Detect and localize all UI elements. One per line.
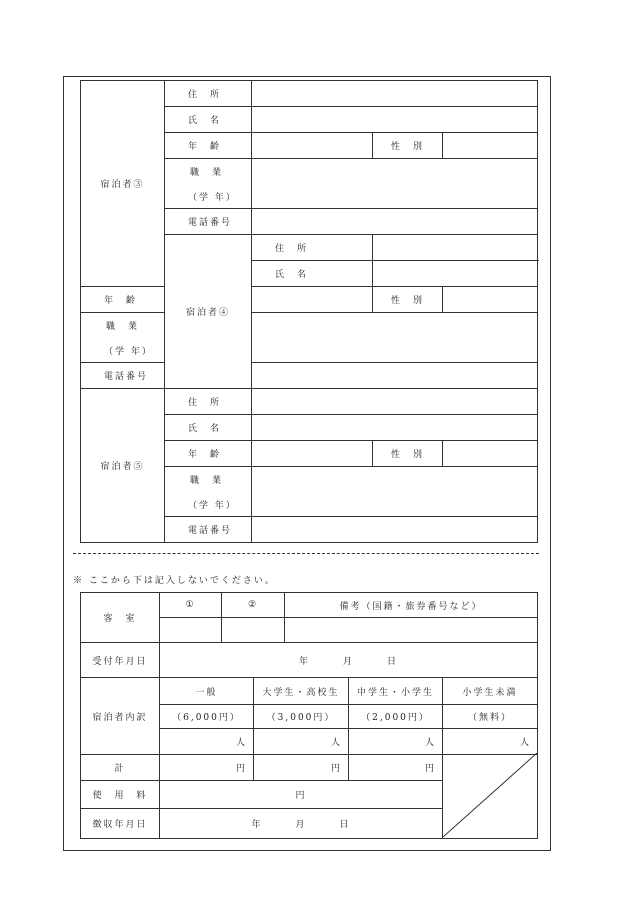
grade-label: （学 年） [104, 346, 153, 357]
age-label: 年 齢 [165, 133, 252, 159]
count-general-field[interactable]: 人 [160, 729, 254, 755]
category-preschool: 小学生未満 [443, 678, 538, 705]
category-university-high: 大学生・高校生 [254, 678, 349, 705]
breakdown-label: 宿泊者内訳 [81, 678, 160, 755]
gender-label: 性 別 [373, 287, 443, 313]
price-university-high: （3,000円） [254, 705, 349, 729]
usage-fee-field[interactable]: 円 [160, 781, 443, 809]
guest-table [80, 80, 538, 543]
job-label: 職 業 [190, 475, 224, 486]
guest-5-name-field[interactable] [252, 415, 538, 441]
collection-date-field[interactable]: 年 月 日 [160, 809, 443, 839]
job-label-cell [81, 313, 165, 363]
reception-date-label: 受付年月日 [81, 643, 160, 678]
reception-date-field[interactable]: 年 月 日 [160, 643, 538, 678]
grade-label: （学 年） [188, 192, 237, 203]
job-label-cell [165, 159, 252, 209]
guest-4-phone-field[interactable] [252, 363, 538, 389]
age-label: 年 齢 [165, 441, 252, 467]
guest-3-phone-field[interactable] [252, 209, 538, 235]
total-label: 計 [81, 755, 160, 781]
gender-label: 性 別 [373, 441, 443, 467]
category-general: 一般 [160, 678, 254, 705]
guest-4-address-field[interactable] [373, 235, 538, 261]
phone-label: 電話番号 [165, 517, 252, 543]
total-university-high-field[interactable]: 円 [254, 755, 349, 781]
job-label-cell [165, 467, 252, 517]
name-label: 氏 名 [252, 261, 373, 287]
remarks-field[interactable] [285, 618, 538, 643]
guest-3-age-field[interactable] [252, 133, 373, 159]
guest-3-gender-field[interactable] [443, 133, 538, 159]
room-label: 客 室 [81, 593, 160, 643]
guest-4-gender-field[interactable] [443, 287, 538, 313]
guest-5-gender-field[interactable] [443, 441, 538, 467]
guest-5-address-field[interactable] [252, 389, 538, 415]
room-1-field[interactable] [160, 618, 222, 643]
age-label: 年 齢 [81, 287, 165, 313]
room-1-label: ① [160, 593, 222, 618]
room-2-label: ② [222, 593, 285, 618]
remarks-label: 備考（国籍・旅券番号など） [285, 593, 538, 618]
address-label: 住 所 [252, 235, 373, 261]
grade-label: （学 年） [188, 500, 237, 511]
price-junior-elementary: （2,000円） [349, 705, 443, 729]
guest-4-age-field[interactable] [252, 287, 373, 313]
guest-3-name-field[interactable] [252, 107, 538, 133]
diagonal-stroke [443, 753, 537, 837]
room-2-field[interactable] [222, 618, 285, 643]
phone-label: 電話番号 [81, 363, 165, 389]
guest-5-job-field[interactable] [252, 467, 538, 517]
category-junior-elementary: 中学生・小学生 [349, 678, 443, 705]
gender-label: 性 別 [373, 133, 443, 159]
count-junior-elementary-field[interactable]: 人 [349, 729, 443, 755]
guest-5-title: 宿泊者⑤ [81, 389, 165, 543]
guest-3-job-field[interactable] [252, 159, 538, 209]
address-label: 住 所 [165, 81, 252, 107]
diagonal-line [443, 753, 537, 837]
cut-line [73, 553, 539, 554]
guest-5-phone-field[interactable] [252, 517, 538, 543]
guest-3-title: 宿泊者③ [81, 81, 165, 287]
total-junior-elementary-field[interactable]: 円 [349, 755, 443, 781]
total-general-field[interactable]: 円 [160, 755, 254, 781]
price-general: （6,000円） [160, 705, 254, 729]
count-preschool-field[interactable]: 人 [443, 729, 538, 755]
guest-4-name-field[interactable] [373, 261, 538, 287]
price-preschool: （無料） [443, 705, 538, 729]
guest-4-job-field[interactable] [252, 313, 538, 363]
name-label: 氏 名 [165, 415, 252, 441]
collection-date-label: 徴収年月日 [81, 809, 160, 839]
job-label: 職 業 [190, 167, 224, 178]
guest-4-title: 宿泊者④ [165, 235, 252, 389]
usage-fee-label: 使 用 料 [81, 781, 160, 809]
guest-3-address-field[interactable] [252, 81, 538, 107]
office-use-note: ※ ここから下は記入しないでください。 [73, 576, 276, 586]
count-university-high-field[interactable]: 人 [254, 729, 349, 755]
guest-5-age-field[interactable] [252, 441, 373, 467]
phone-label: 電話番号 [165, 209, 252, 235]
name-label: 氏 名 [165, 107, 252, 133]
job-label: 職 業 [106, 321, 140, 332]
address-label: 住 所 [165, 389, 252, 415]
